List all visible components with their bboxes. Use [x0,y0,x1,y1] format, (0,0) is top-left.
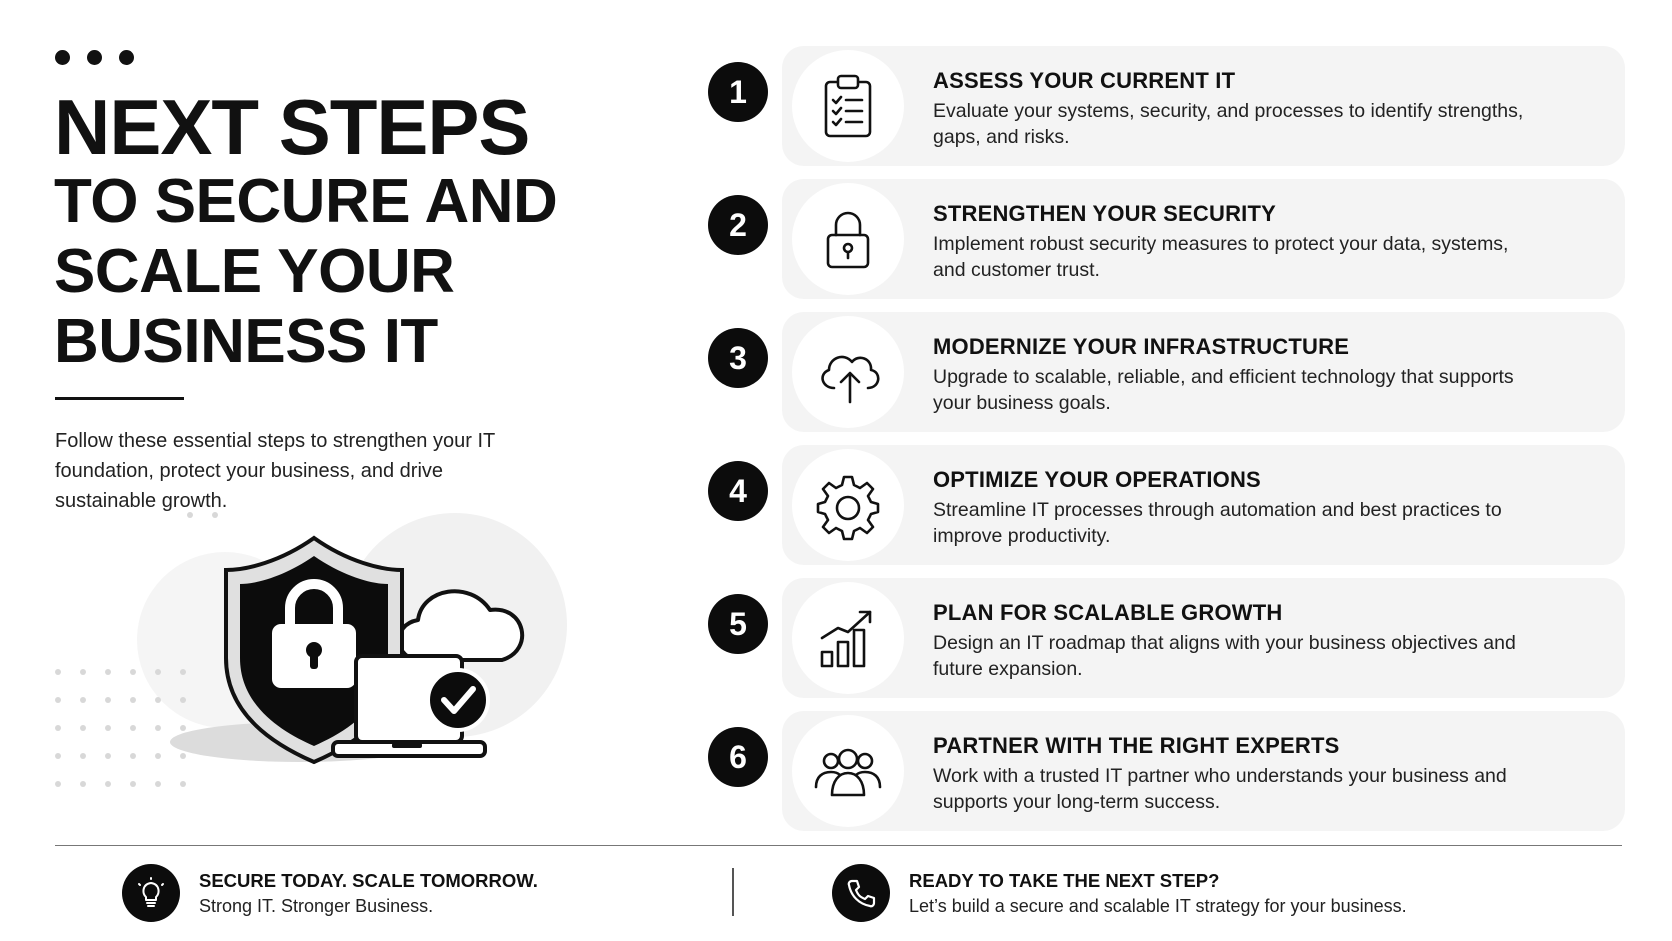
title-line-4: BUSINESS IT [54,307,438,376]
dot [55,50,70,65]
checkmark-badge-icon [428,670,488,730]
dot [87,50,102,65]
step-number-badge: 6 [708,727,768,787]
footer-right-subtitle: Let’s build a secure and scalable IT strategy for your business. [909,896,1407,916]
footer-right-title: READY TO TAKE THE NEXT STEP? [909,870,1220,891]
step-title: PARTNER WITH THE RIGHT EXPERTS [933,733,1340,758]
intro-text: Follow these essential steps to strengthen your IT foundation, protect your business, and drive sustainable growth. [55,430,495,512]
title-line-1: NEXT STEPS [54,83,530,171]
footer-left-subtitle: Strong IT. Stronger Business. [199,896,434,916]
step-description: Evaluate your systems, security, and processes to identify strengths, gaps, and risks. [933,100,1524,148]
people-group-icon [792,715,904,827]
step-title: MODERNIZE YOUR INFRASTRUCTURE [933,334,1350,359]
step-1 [700,46,1625,166]
dot [119,50,134,65]
footer-vertical-divider [732,868,734,916]
growth-chart-icon [792,582,904,694]
step-3 [700,312,1625,432]
step-2 [700,179,1625,299]
footer-left-title: SECURE TODAY. SCALE TOMORROW. [199,870,538,891]
step-title: STRENGTHEN YOUR SECURITY [933,201,1276,226]
title-line-2: TO SECURE AND [54,167,558,236]
step-title: OPTIMIZE YOUR OPERATIONS [933,467,1261,492]
step-number-badge: 2 [708,195,768,255]
step-4 [700,445,1625,565]
lightbulb-icon [122,864,180,922]
footer-tagline [122,862,682,922]
step-number-badge: 3 [708,328,768,388]
padlock-icon [792,183,904,295]
step-number-badge: 4 [708,461,768,521]
footer-call-to-action [832,862,1592,922]
step-6 [700,711,1625,831]
title-line-3: SCALE YOUR [54,237,455,306]
decorative-dots [55,50,134,65]
footer-divider-line [55,845,1622,846]
phone-icon [832,864,890,922]
step-number-badge: 5 [708,594,768,654]
step-description: Upgrade to scalable, reliable, and efficient technology that supports your business goals. [933,366,1514,414]
gear-icon [792,449,904,561]
clipboard-checklist-icon [792,50,904,162]
step-title: ASSESS YOUR CURRENT IT [933,68,1236,93]
step-description: Implement robust security measures to protect your data, systems, and customer trust. [933,233,1509,281]
step-number-badge: 1 [708,62,768,122]
step-5 [700,578,1625,698]
step-title: PLAN FOR SCALABLE GROWTH [933,600,1283,625]
cloud-upload-icon [792,316,904,428]
page-title [54,83,614,376]
title-divider [55,397,184,400]
step-description: Work with a trusted IT partner who understands your business and supports your long-term success. [933,765,1507,813]
security-illustration [50,510,630,830]
step-description: Streamline IT processes through automation and best practices to improve productivity. [933,499,1502,547]
step-description: Design an IT roadmap that aligns with your business objectives and future expansion. [933,632,1516,680]
